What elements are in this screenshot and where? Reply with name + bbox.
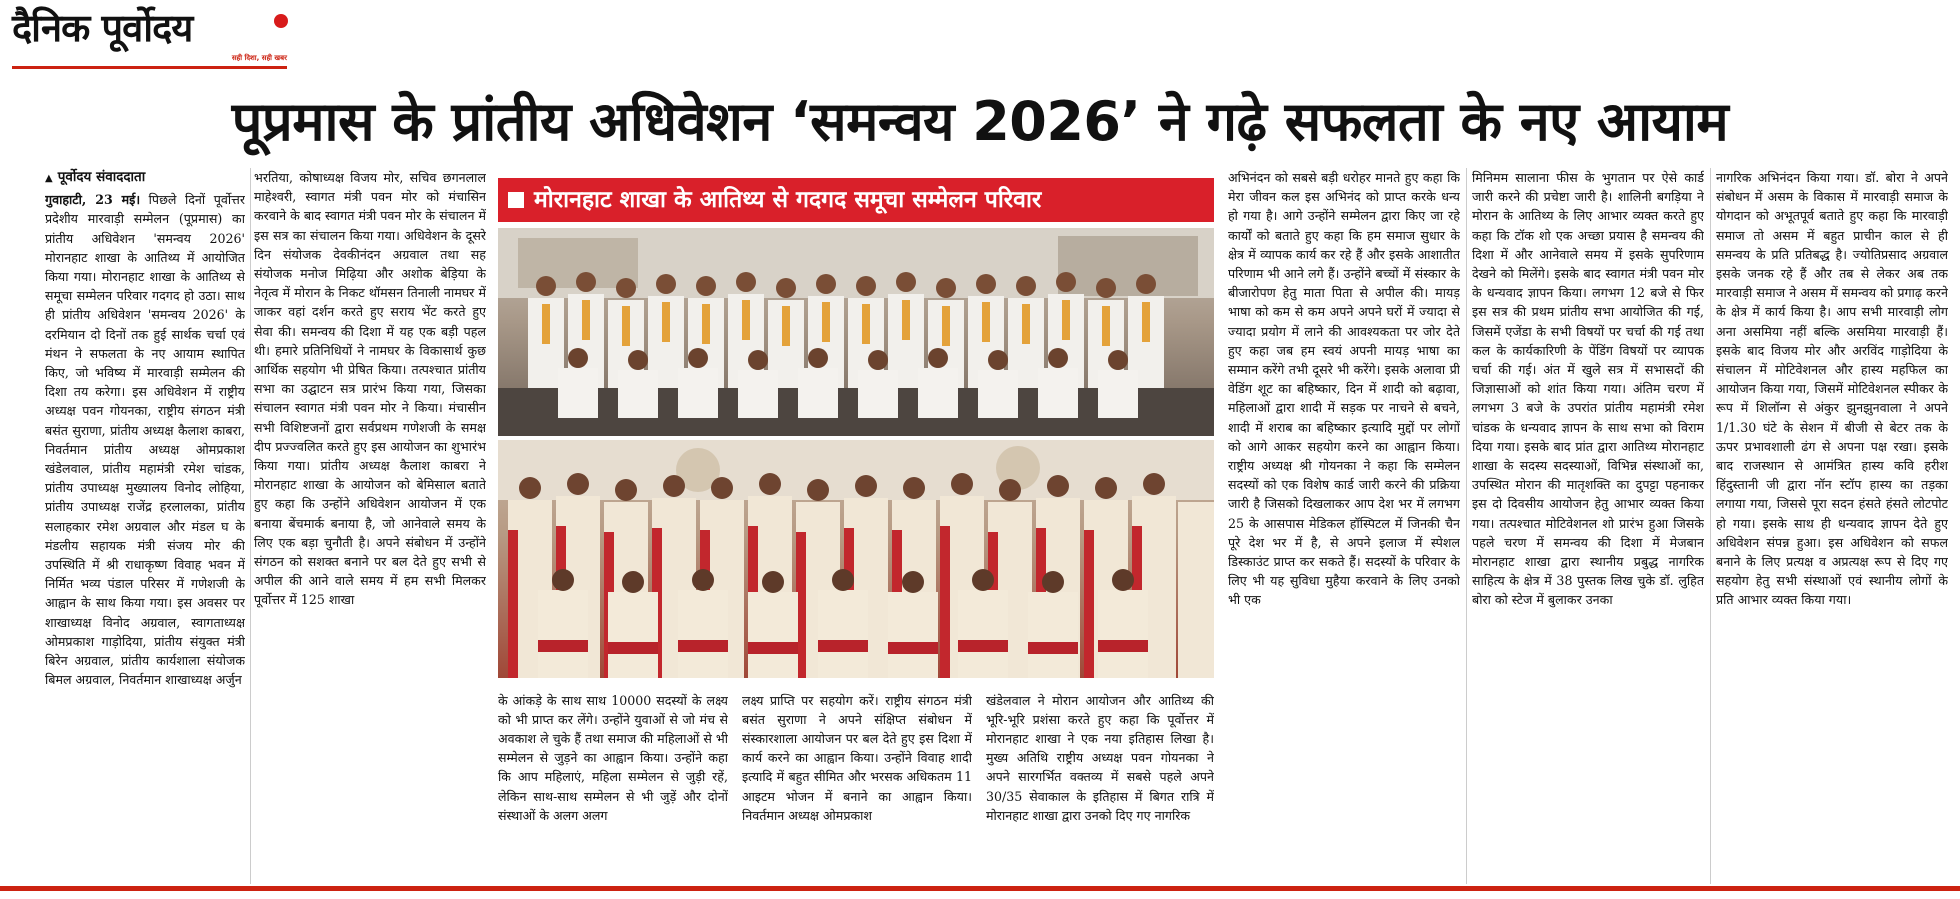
article-text-col6: अभिनंदन को सबसे बड़ी धरोहर मानते हुए कहा कि मेरा जीवन कल इस अभिनंद को प्राप्त करके धन्य हो गया है। आगे उन्होंने सम्मेलन द्वारा किए जा रहे कार्यों को बताते हुए कहा कि हम समाज सुधार के क्षेत्र में व्यापक कार्य कर रहे हैं और इसके आशातीत परिणाम भी आने लगे हैं। उन्होंने बच्चों में संस्कार के बीजारोपण हेतु माता पिता से अपील की। मायड़ भाषा को कम से कम अपने अपने घरों में ज्यादा से ज्यादा प्रयोग में लाने की आवश्यकता पर जोर देते हुए कहा जब हम स्वयं अपनी मायड़ भाषा का सम्मान करेंगे तभी दूसरे भी करेंगे। इसके अलावा प्री वेडिंग शूट का बहिष्कार, दिन में शादी को बढ़ावा, महिलाओं द्वारा शादी में सड़क पर नाचने से बचने, शादी में शराब का बहिष्कार इत्यादि मुद्दों पर लोगों को आगे आकर सहयोग करने का आह्वान किया। राष्ट्रीय अध्यक्ष श्री गोयनका ने कहा कि सम्मेलन सदस्यों को एक विशेष कार्ड जारी करने की प्रक्रिया जारी है जिसको दिखलाकर आप देश भर में लगभग 25 के आसपास मेडिकल हॉस्पिटल में जिनकी चैन पूरे देश भर में है, से अपने इलाज में स्पेशल डिस्काउंट प्राप्त कर सकते हैं। सदस्यों के परिवार के लिए भी यह सुविधा मुहैया करवाने के लिए उनको भी एक <box>1228 170 1460 608</box>
column-divider <box>1466 168 1467 884</box>
article-text-col4: लक्ष्य प्राप्ति पर सहयोग करें। राष्ट्रीय संगठन मंत्री बसंत सुराणा ने अपने संक्षिप्त संबोधन में संस्कारशाला आयोजन पर बल देते हुए इस दिशा में कार्य करने का आह्वान किया। उन्होंने विवाह शादी इत्यादि में बहुत सीमित और भरसक अधिकतम 11 आइटम भोजन में बनाने का आह्वान किया। निवर्तमान अध्यक्ष ओमप्रकाश <box>742 692 972 823</box>
group-photo-men <box>498 228 1214 436</box>
article-column-5 <box>986 678 1214 886</box>
article-text-col2: भरतिया, कोषाध्यक्ष विजय मोर, सचिव छगनलाल माहेश्वरी, स्वागत मंत्री पवन मोर को मंचासिन करवाने के बाद स्वागत मंत्री पवन मोर के संचालन में इस सत्र का संचालन किया गया। अधिवेशन के दूसरे दिन संयोजक देवकीनंदन अग्रवाल तथा सह संयोजक मनोज मिढ़िया और अशोक बेड़िया के नेतृत्व में मोरान के निकट थॉमसन तिनाली नामघर में जाकर वहां दर्शन करते हुए सराय भेंट करते हुए सेवा की। समन्वय की दिशा में यह एक बड़ी पहल थी। हमारे प्रतिनिधियों ने नामघर के विकासार्थ कुछ आर्थिक सहयोग भी प्रेषित किया। तत्पश्चात प्रांतीय सभा का उद्घाटन सत्र प्रारंभ किया गया, जिसका संचालन स्वागत मंत्री पवन मोर ने किया। मंचासीन सभी विशिष्टजनों द्वारा सर्वप्रथम गणेशजी के समक्ष दीप प्रज्ज्वलित करते हुए इस आयोजन का शुभारंभ किया गया। प्रांतीय अध्यक्ष कैलाश काबरा ने मोरानहाट शाखा के आयोजन को बेमिसाल बताते हुए कहा कि उन्होंने अधिवेशन आयोजन में एक बनाया बेंचमार्क बनाया है, जो आनेवाले समय के लिए एक बड़ा चुनौती है। अपने संबोधन में उन्होंने संगठन को सशक्त बनाने पर बल देते हुए सभी से अपील की आने वाले समय में हम सभी मिलकर पूर्वोत्तर में 125 शाखा <box>254 170 486 608</box>
photo-title-bar <box>498 178 1214 222</box>
byline-triangle-icon: ▲ <box>45 173 53 184</box>
article-text-col1: पिछले दिनों पूर्वोत्तर प्रदेशीय मारवाड़ी सम्मेलन (पूप्रमास) का प्रांतीय अधिवेशन 'समन्वय 2026' मोरानहाट शाखा के आतिथ्य में आयोजित किया गया। मोरानहाट शाखा के आतिथ्य से समूचा सम्मेलन परिवार गदगद हो उठा। साथ ही प्रांतीय अधिवेशन 'समन्वय 2026' के दरमियान दो दिनों तक हुई सार्थक चर्चा एवं मंथन ने सफलता के नए आयाम स्थापित किए, जो भविष्य में मारवाड़ी सम्मेलन की दिशा तय करेगा। इस अधिवेशन में राष्ट्रीय अध्यक्ष पवन गोयनका, राष्ट्रीय संगठन मंत्री बसंत सुराणा, प्रांतीय अध्यक्ष कैलाश काबरा, निवर्तमान प्रांतीय अध्यक्ष ओमप्रकाश खंडेलवाल, प्रांतीय महामंत्री रमेश चांडक, प्रांतीय उपाध्यक्ष मुख्यालय विनोद लोहिया, प्रांतीय उपाध्यक्ष राजेंद्र हरलालका, प्रांतीय सलाहकार रमेश अग्रवाल और मंडल घ के मंडलीय सहायक मंत्री संजय मोर की उपस्थिति में श्री राधाकृष्ण विवाह भवन में निर्मित भव्य पंडाल परिसर में गणेशजी के आह्वान के साथ किया गया। इस अवसर पर शाखाध्यक्ष विनोद अग्रवाल, स्वागताध्यक्ष ओमप्रकाश गाड़ोदिया, प्रांतीय संयुक्त मंत्री बिरेन अग्रवाल, प्रांतीय कार्यशाला संयोजक बिमल अग्रवाल, निवर्तमान शाखाध्यक्ष अर्जुन <box>45 192 245 688</box>
masthead-tagline: सही दिशा, सही खबर <box>231 54 287 62</box>
masthead-dot-icon <box>274 14 288 28</box>
masthead-rule <box>12 66 287 69</box>
article-column-2 <box>254 168 486 886</box>
headline: पूप्रमास के प्रांतीय अधिवेशन ‘समन्वय 2026’ ने गढ़े सफलता के नए आयाम <box>231 90 1729 153</box>
article-column-6 <box>1228 168 1460 886</box>
masthead-name: दैनिक पूर्वोदय <box>12 5 193 50</box>
byline-text: पूर्वोदय संवाददाता <box>57 169 146 185</box>
article-column-8 <box>1716 168 1948 886</box>
article-column-4 <box>742 678 972 886</box>
article-text-col8: नागरिक अभिनंदन किया गया। डॉ. बोरा ने अपने संबोधन में असम के विकास में मारवाड़ी समाज के योगदान को अभूतपूर्व बताते हुए कहा कि मारवाड़ी समाज तो असम में बहुत प्राचीन काल से ही समन्वय के प्रति प्रतिबद्ध है। ज्योतिप्रसाद अग्रवाल इसके जनक रहे हैं और तब से लेकर अब तक मारवाड़ी समाज ने असम में समन्वय को प्रगाढ़ करने के क्षेत्र में कार्य किया है। आप सभी मारवाड़ी लोग अना असमिया नहीं बल्कि असमिया मारवाड़ी हैं। इसके बाद विजय मोर और अरविंद गाड़ोदिया के संचालन में मोटिवेशनल और हास्य महफिल का आयोजन किया गया, जिसमें मोटिवेशनल स्पीकर के रूप में शिलॉन्ग से अंकुर झुनझुनवाला ने अपने 1/1.30 घंटे के सेशन में बीजी से बेटर तक के ऊपर प्रभावशाली ढंग से अपना पक्ष रखा। इसके बाद राजस्थान से आमंत्रित हास्य कवि हरीश हिंदुस्तानी जी द्वारा नॉन स्टॉप हास्य का तड़का लगाया गया, जिससे पूरा सदन हंसते हंसते लोटपोट हो गया। इसके साथ ही धन्यवाद ज्ञापन देते हुए अधिवेशन संपन्न हुआ। इस अधिवेशन को सफल बनाने के लिए प्रत्यक्ष व अप्रत्यक्ष रूप से दिए गए सहयोग हेतु सभी संस्थाओं एवं स्थानीय लोगों के प्रति आभार व्यक्त किया गया। <box>1716 170 1948 608</box>
photo-title: मोरानहाट शाखा के आतिथ्य से गदगद समूचा सम्मेलन परिवार <box>534 187 1042 213</box>
article-text-col7: मिनिमम सालाना फीस के भुगतान पर ऐसे कार्ड जारी करने की प्रचेष्टा जारी है। शालिनी बगड़िया ने मोरान के आतिथ्य के लिए आभार व्यक्त करते हुए कहा कि टॉक शो एक अच्छा प्रयास है समन्वय की दिशा में और आनेवाले समय में इसके सुपरिणाम देखने को मिलेंगे। इसके बाद स्वागत मंत्री पवन मोर के धन्यवाद ज्ञापन किया। लगभग 12 बजे से फिर इस सत्र की प्रथम प्रांतीय सभा आयोजित की गई, जिसमें एजेंडा के सभी विषयों पर चर्चा की गई तथा कल के कार्यकारिणी के पेंडिंग विषयों पर व्यापक चर्चा की गई। अंत में खुले सत्र में सभासदों की जिज्ञासाओं को शांत किया गया। अंतिम चरण में लगभग 3 बजे के उपरांत प्रांतीय महामंत्री रमेश चांडक के धन्यवाद ज्ञापन के साथ सभा को विराम दिया गया। इसके बाद प्रांत द्वारा आतिथ्य मोरानहाट शाखा के सदस्य सदस्याओं, विभिन्न संस्थाओं का, उपस्थित मोरान की मातृशक्ति का दुपट्टा पहनाकर इस दो दिवसीय आयोजन हेतु आभार व्यक्त किया गया। तत्पश्चात मोटिवेशनल शो प्रारंभ हुआ जिसके पहले चरण में समन्वय की दिशा में मेजबान मोरानहाट शाखा द्वारा स्थानीय प्रबुद्ध नागरिक साहित्य के क्षेत्र में 38 पुस्तक लिख चुके डॉ. लुहित बोरा को स्टेज में बुलाकर उनका <box>1472 170 1704 608</box>
column-divider <box>1710 168 1711 884</box>
group-photo-women-image <box>498 440 1214 678</box>
photo-block <box>498 178 1214 678</box>
article-text-col5: खंडेलवाल ने मोरान आयोजन और आतिथ्य की भूरि-भूरि प्रशंसा करते हुए कहा कि पूर्वोत्तर में मोरानहाट शाखा ने एक नया इतिहास लिखा है। मुख्य अतिथि राष्ट्रीय अध्यक्ष पवन गोयनका ने अपने सारगर्भित वक्तव्य में सबसे पहले अपने 30/35 सेवाकाल के इतिहास में बिगत रात्रि में मोरानहाट शाखा द्वारा उनको दिए गए नागरिक <box>986 692 1214 823</box>
column-divider <box>250 168 251 884</box>
group-photo-men-image <box>498 228 1214 436</box>
article-text-col3: के आंकड़े के साथ साथ 10000 सदस्यों के लक्ष्य को भी प्राप्त कर लेंगे। उन्होंने युवाओं से जो मंच से अवकाश ले चुके हैं तथा समाज की महिलाओं से भी सम्मेलन से जुड़ने का आह्वान किया। उन्होंने कहा कि आप महिलाएं, महिला सम्मेलन से जुड़ी रहें, लेकिन साथ-साथ सम्मेलन से भी जुड़ें और दोनों संस्थाओं के अलग अलग <box>498 692 728 823</box>
dateline: गुवाहाटी, 23 मई। <box>45 192 141 208</box>
masthead <box>12 6 287 72</box>
square-bullet-icon <box>508 192 524 208</box>
group-photo-women <box>498 440 1214 678</box>
article-column-3 <box>498 678 728 886</box>
article-column-7 <box>1472 168 1704 886</box>
article-column-1 <box>45 168 245 886</box>
bottom-rule <box>0 886 1960 891</box>
byline <box>45 168 245 188</box>
